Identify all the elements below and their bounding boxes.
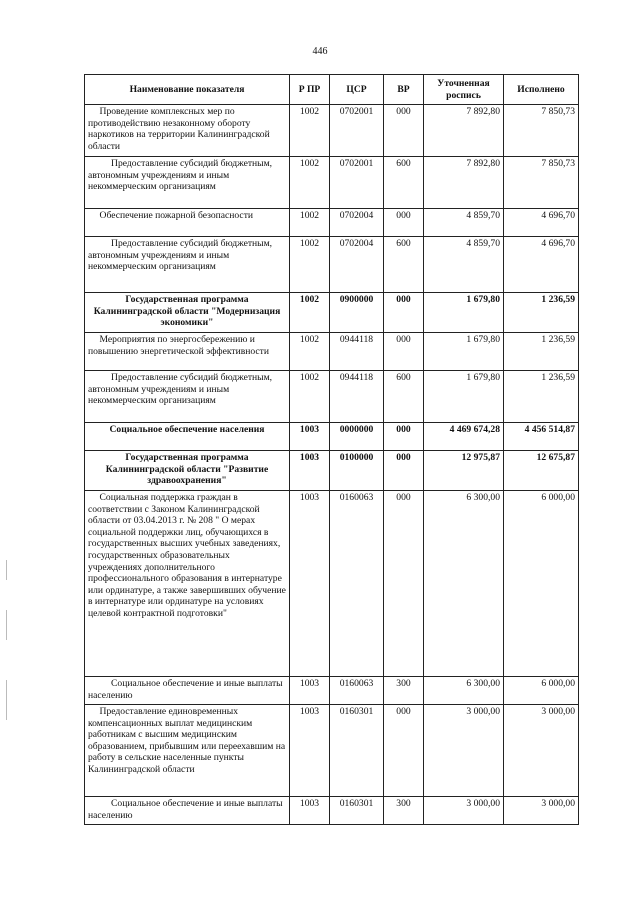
header-rpr: Р ПР (290, 75, 330, 105)
cell-plan: 12 975,87 (424, 451, 504, 491)
cell-vr: 000 (384, 423, 424, 451)
cell-name: Предоставление субсидий бюджетным, автономным учреждениям и иным некоммерческим организациям (85, 237, 290, 293)
cell-csr: 0160063 (330, 491, 384, 677)
table-row (85, 797, 579, 825)
cell-csr: 0944118 (330, 333, 384, 371)
cell-plan: 1 679,80 (424, 333, 504, 371)
cell-exec: 4 696,70 (504, 209, 579, 237)
cell-rpr: 1002 (290, 333, 330, 371)
table-row (85, 209, 579, 237)
cell-vr: 000 (384, 105, 424, 157)
cell-plan: 3 000,00 (424, 797, 504, 825)
cell-exec: 3 000,00 (504, 797, 579, 825)
cell-exec: 3 000,00 (504, 705, 579, 797)
cell-exec: 4 456 514,87 (504, 423, 579, 451)
cell-rpr: 1003 (290, 423, 330, 451)
cell-rpr: 1003 (290, 705, 330, 797)
cell-vr: 300 (384, 677, 424, 705)
cell-rpr: 1002 (290, 237, 330, 293)
cell-name: Предоставление субсидий бюджетным, автономным учреждениям и иным некоммерческим организациям (85, 157, 290, 209)
cell-csr: 0100000 (330, 451, 384, 491)
table-row (85, 157, 579, 209)
cell-plan: 1 679,80 (424, 371, 504, 423)
cell-plan: 3 000,00 (424, 705, 504, 797)
cell-exec: 6 000,00 (504, 677, 579, 705)
table-row (85, 293, 579, 333)
cell-exec: 7 850,73 (504, 157, 579, 209)
cell-vr: 000 (384, 491, 424, 677)
cell-exec: 4 696,70 (504, 237, 579, 293)
cell-csr: 0702004 (330, 209, 384, 237)
margin-mark (6, 680, 7, 720)
cell-rpr: 1003 (290, 677, 330, 705)
table-row (85, 677, 579, 705)
header-vr: ВР (384, 75, 424, 105)
cell-exec: 6 000,00 (504, 491, 579, 677)
margin-mark (6, 610, 7, 640)
cell-rpr: 1002 (290, 371, 330, 423)
cell-name: Государственная программа Калининградской области "Модернизация экономики" (85, 293, 290, 333)
cell-name: Предоставление единовременных компенсационных выплат медицинским работникам с высшим медицинским образованием, прибывшим или переехавшим на работу в сельские населенные пункты Калининградской области (85, 705, 290, 797)
cell-csr: 0944118 (330, 371, 384, 423)
cell-csr: 0702004 (330, 237, 384, 293)
cell-exec: 1 236,59 (504, 333, 579, 371)
cell-plan: 7 892,80 (424, 105, 504, 157)
cell-vr: 000 (384, 209, 424, 237)
cell-vr: 000 (384, 293, 424, 333)
page-number: 446 (312, 46, 328, 57)
cell-exec: 1 236,59 (504, 293, 579, 333)
cell-exec: 12 675,87 (504, 451, 579, 491)
cell-name: Социальное обеспечение и иные выплаты населению (85, 797, 290, 825)
table-row (85, 491, 579, 677)
cell-plan: 4 859,70 (424, 237, 504, 293)
header-exec: Исполнено (504, 75, 579, 105)
table-row (85, 423, 579, 451)
cell-plan: 4 859,70 (424, 209, 504, 237)
cell-csr: 0702001 (330, 105, 384, 157)
header-name: Наименование показателя (85, 75, 290, 105)
cell-csr: 0000000 (330, 423, 384, 451)
cell-exec: 1 236,59 (504, 371, 579, 423)
cell-csr: 0160063 (330, 677, 384, 705)
table-row (85, 333, 579, 371)
table-row (85, 371, 579, 423)
cell-name: Предоставление субсидий бюджетным, автономным учреждениям и иным некоммерческим организациям (85, 371, 290, 423)
cell-name: Мероприятия по энергосбережению и повышению энергетической эффективности (85, 333, 290, 371)
cell-name: Социальное обеспечение и иные выплаты населению (85, 677, 290, 705)
cell-rpr: 1002 (290, 157, 330, 209)
budget-execution-table (84, 74, 579, 825)
table-row (85, 705, 579, 797)
cell-plan: 1 679,80 (424, 293, 504, 333)
cell-name: Государственная программа Калининградской области "Развитие здравоохранения" (85, 451, 290, 491)
cell-vr: 600 (384, 237, 424, 293)
table-header-row (85, 75, 579, 105)
header-csr: ЦСР (330, 75, 384, 105)
cell-plan: 4 469 674,28 (424, 423, 504, 451)
cell-csr: 0160301 (330, 705, 384, 797)
cell-rpr: 1003 (290, 451, 330, 491)
cell-plan: 6 300,00 (424, 491, 504, 677)
cell-name: Социальная поддержка граждан в соответствии с Законом Калининградской области от 03.04.2013 г. № 208 " О мерах социальной поддержки лиц, обучающихся в государственных высших учебных заведениях, государственных образовательных учреждениях дополнительного профессионального образования в интернатуре или ординатуре, а также завершивших обучение в интернатуре или ординатуре на условиях целевой контрактной подготовки" (85, 491, 290, 677)
cell-vr: 000 (384, 451, 424, 491)
cell-name: Обеспечение пожарной безопасности (85, 209, 290, 237)
cell-exec: 7 850,73 (504, 105, 579, 157)
table-row (85, 105, 579, 157)
cell-name: Проведение комплексных мер по противодействию незаконному обороту наркотиков на территории Калининградской области (85, 105, 290, 157)
cell-name: Социальное обеспечение населения (85, 423, 290, 451)
cell-csr: 0160301 (330, 797, 384, 825)
cell-rpr: 1002 (290, 105, 330, 157)
cell-plan: 6 300,00 (424, 677, 504, 705)
table-row (85, 451, 579, 491)
cell-plan: 7 892,80 (424, 157, 504, 209)
cell-vr: 600 (384, 371, 424, 423)
margin-mark (6, 560, 7, 580)
cell-vr: 000 (384, 705, 424, 797)
cell-csr: 0900000 (330, 293, 384, 333)
cell-vr: 000 (384, 333, 424, 371)
table-row (85, 237, 579, 293)
cell-rpr: 1002 (290, 209, 330, 237)
cell-rpr: 1003 (290, 797, 330, 825)
header-plan: Уточненная роспись (424, 75, 504, 105)
cell-rpr: 1002 (290, 293, 330, 333)
cell-vr: 300 (384, 797, 424, 825)
cell-rpr: 1003 (290, 491, 330, 677)
cell-vr: 600 (384, 157, 424, 209)
cell-csr: 0702001 (330, 157, 384, 209)
